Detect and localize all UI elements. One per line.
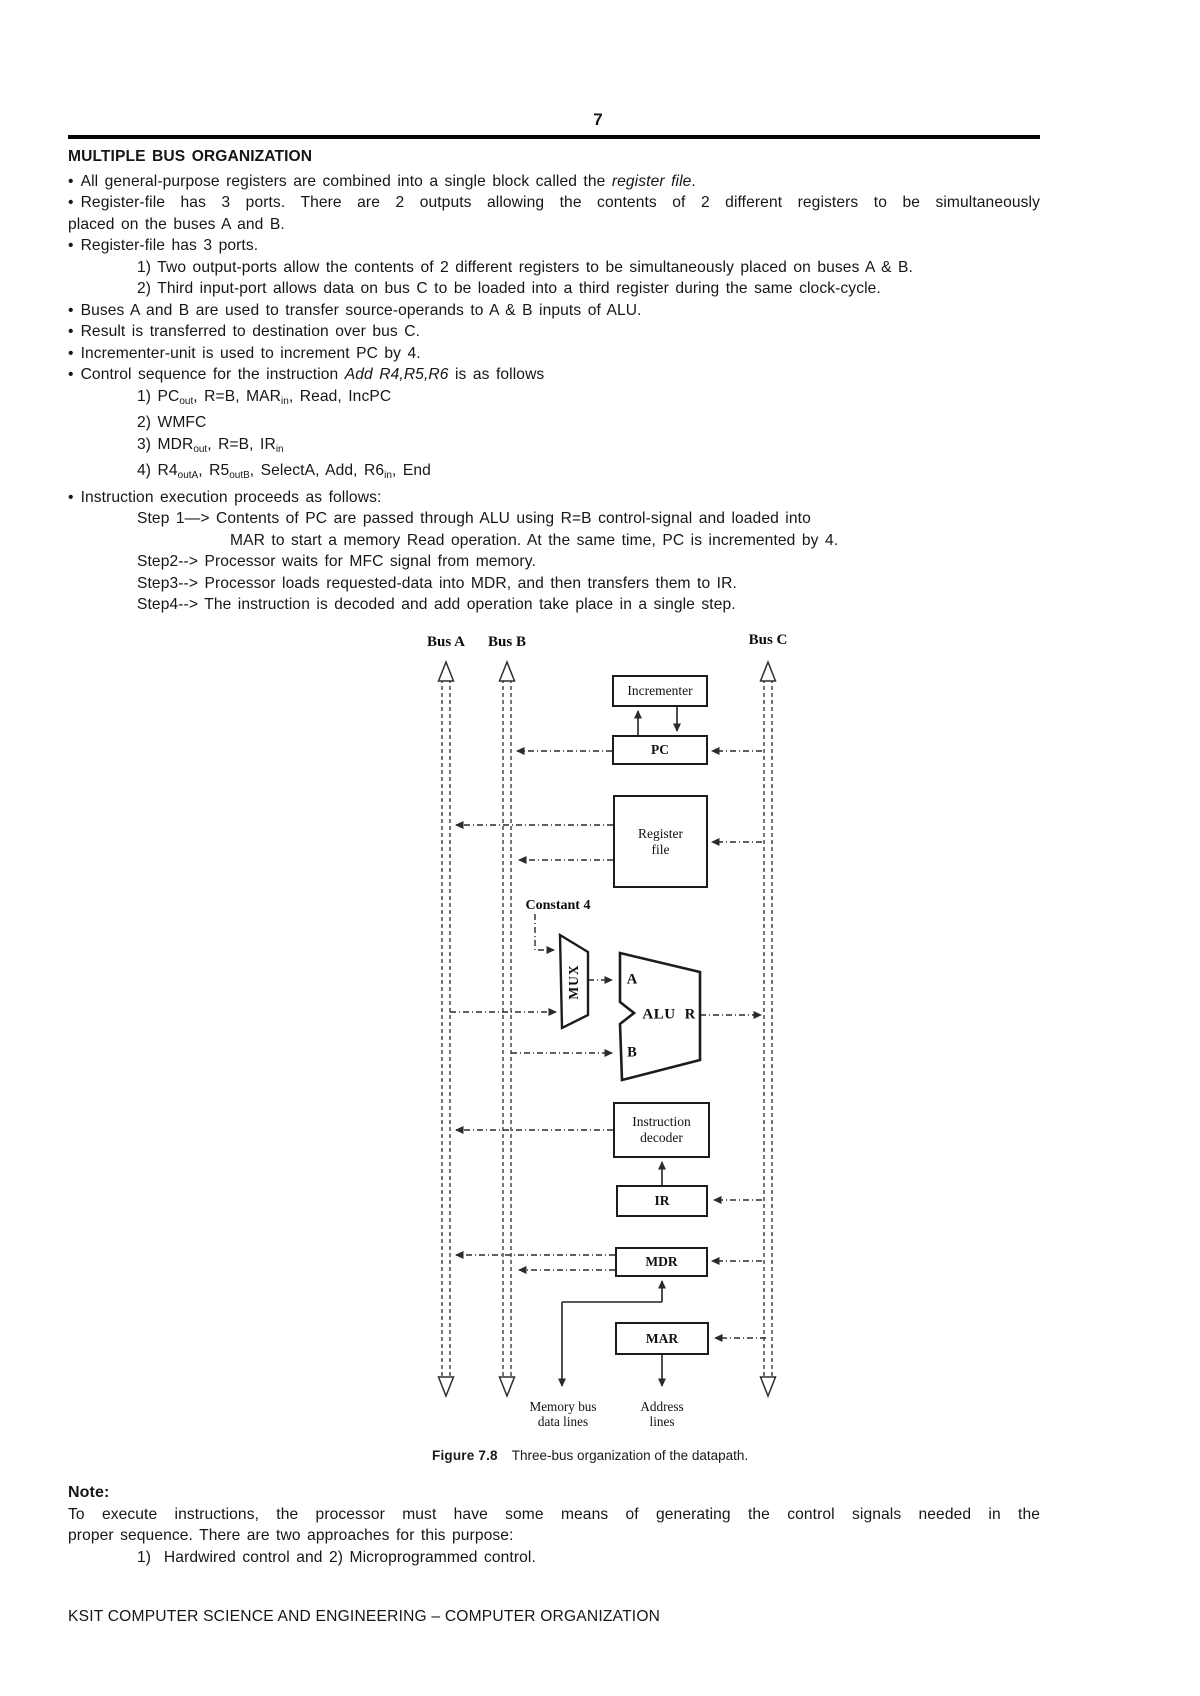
bus-a-label: Bus A <box>427 634 465 650</box>
bullet-item <box>68 192 1040 214</box>
numbered-item: 1) Two output-ports allow the contents of 2 different registers to be simultaneously placed on buses A & B. <box>137 258 913 276</box>
control-step: 4) $R4_{outA}$, $R5_{outB}$, SelectA, Add, $R6_{in}$, End <box>137 462 431 481</box>
exec-step-continuation: MAR to start a memory Read operation. At the same time, PC is incremented by 4. <box>230 531 839 549</box>
figure-caption <box>432 1448 748 1463</box>
bullet-text: Buses A and B are used to transfer source-operands to A & B inputs of ALU. <box>80 301 642 319</box>
datapath-figure <box>0 590 1200 1490</box>
ir-box: IR <box>616 1185 708 1217</box>
note-title: Note: <box>68 1484 110 1501</box>
register-file-box: Register file <box>613 795 708 888</box>
control-step: 2) WMFC <box>137 414 207 431</box>
datapath-diagram-lines <box>0 590 1200 1490</box>
bullet-item <box>68 321 1040 343</box>
bullet-text: Instruction execution proceeds as follows: <box>80 488 382 506</box>
bullet-text: Control sequence for the instruction Add R4,R5,R6 is as follows <box>80 366 545 383</box>
note-section <box>68 1482 1040 1568</box>
bullet-marker: • <box>68 366 74 383</box>
bus-b-arrow <box>500 662 515 1396</box>
bullet-marker: • <box>68 172 74 190</box>
alu-input-b-label: B <box>627 1044 637 1061</box>
exec-step: Step 1—> Contents of PC are passed through ALU using R=B control-signal and loaded into <box>137 510 811 527</box>
exec-step: Step4--> The instruction is decoded and add operation take place in a single step. <box>137 596 736 613</box>
exec-step: Step3--> Processor loads requested-data into MDR, and then transfers them to IR. <box>137 574 737 592</box>
alu-output-r-label: R <box>684 1006 696 1023</box>
bullet-continuation: placed on the buses A and B. <box>68 215 285 233</box>
bullet-marker: • <box>68 194 74 211</box>
alu-input-a-label: A <box>626 971 638 988</box>
bus-b-label: Bus B <box>488 634 526 650</box>
bullet-text: Register-file has 3 ports. There are 2 outputs allowing the contents of 2 different registers to be simultaneously <box>80 194 1040 211</box>
page-title: MULTIPLE BUS ORGANIZATION <box>68 148 313 165</box>
bus-a-arrow <box>439 662 454 1396</box>
exec-step: Step2--> Processor waits for MFC signal from memory. <box>137 553 536 570</box>
figure-caption-text: Three-bus organization of the datapath. <box>511 1448 749 1463</box>
memory-bus-data-lines-label: Memory bus data lines <box>529 1399 597 1429</box>
instruction-decoder-box: Instruction decoder <box>613 1102 710 1158</box>
bus-c-arrow <box>761 662 776 1396</box>
control-step: 3) $MDR_{out}$, R=B, $IR_{in}$ <box>137 435 284 455</box>
bullet-text: All general-purpose registers are combined into a single block called the register file. <box>80 172 696 190</box>
bullet-marker: • <box>68 237 74 254</box>
mux-label: MUX <box>566 964 581 1000</box>
incrementer-box: Incrementer <box>612 675 708 707</box>
figure-caption-number: Figure 7.8 <box>432 1448 498 1463</box>
bullet-marker: • <box>68 488 74 506</box>
bullet-item <box>68 235 1040 257</box>
bullet-item <box>68 171 1040 193</box>
page-footer: KSIT COMPUTER SCIENCE AND ENGINEERING – COMPUTER ORGANIZATION <box>68 1608 661 1625</box>
note-line: proper sequence. There are two approaches for this purpose: <box>68 1527 514 1544</box>
address-lines-label: Address lines <box>640 1399 684 1429</box>
mar-box: MAR <box>615 1322 709 1355</box>
control-step: 1) $PC_{out}$, R=B, $MAR_{in}$, Read, IncPC <box>137 387 392 407</box>
bullet-text: Register-file has 3 ports. <box>80 237 259 254</box>
bus-c-label: Bus C <box>748 632 788 648</box>
note-line: To execute instructions, the processor must have some means of generating the control signals needed in the <box>68 1505 1040 1523</box>
bullet-text: Incrementer-unit is used to increment PC by 4. <box>80 344 421 362</box>
bullet-marker: • <box>68 323 74 340</box>
page-number: 7 <box>593 110 603 129</box>
bullet-item <box>68 343 1040 365</box>
bullet-marker: • <box>68 344 74 362</box>
dashed-connection-lines <box>450 751 766 1338</box>
text-column <box>68 0 1040 616</box>
bullet-text: Result is transferred to destination over bus C. <box>80 323 421 340</box>
note-item: 1) Hardwired control and 2) Microprogrammed control. <box>137 1548 536 1566</box>
constant4-label: Constant 4 <box>525 898 591 913</box>
bullet-marker: • <box>68 301 74 319</box>
bullet-item <box>68 487 1040 509</box>
header-rule <box>68 135 1040 139</box>
pc-box: PC <box>612 735 708 765</box>
mdr-box: MDR <box>615 1247 708 1277</box>
bullet-item <box>68 364 1040 386</box>
bullet-item <box>68 300 1040 322</box>
alu-label: ALU <box>642 1006 676 1023</box>
numbered-item: 2) Third input-port allows data on bus C to be loaded into a third register during the same clock-cycle. <box>137 280 881 297</box>
